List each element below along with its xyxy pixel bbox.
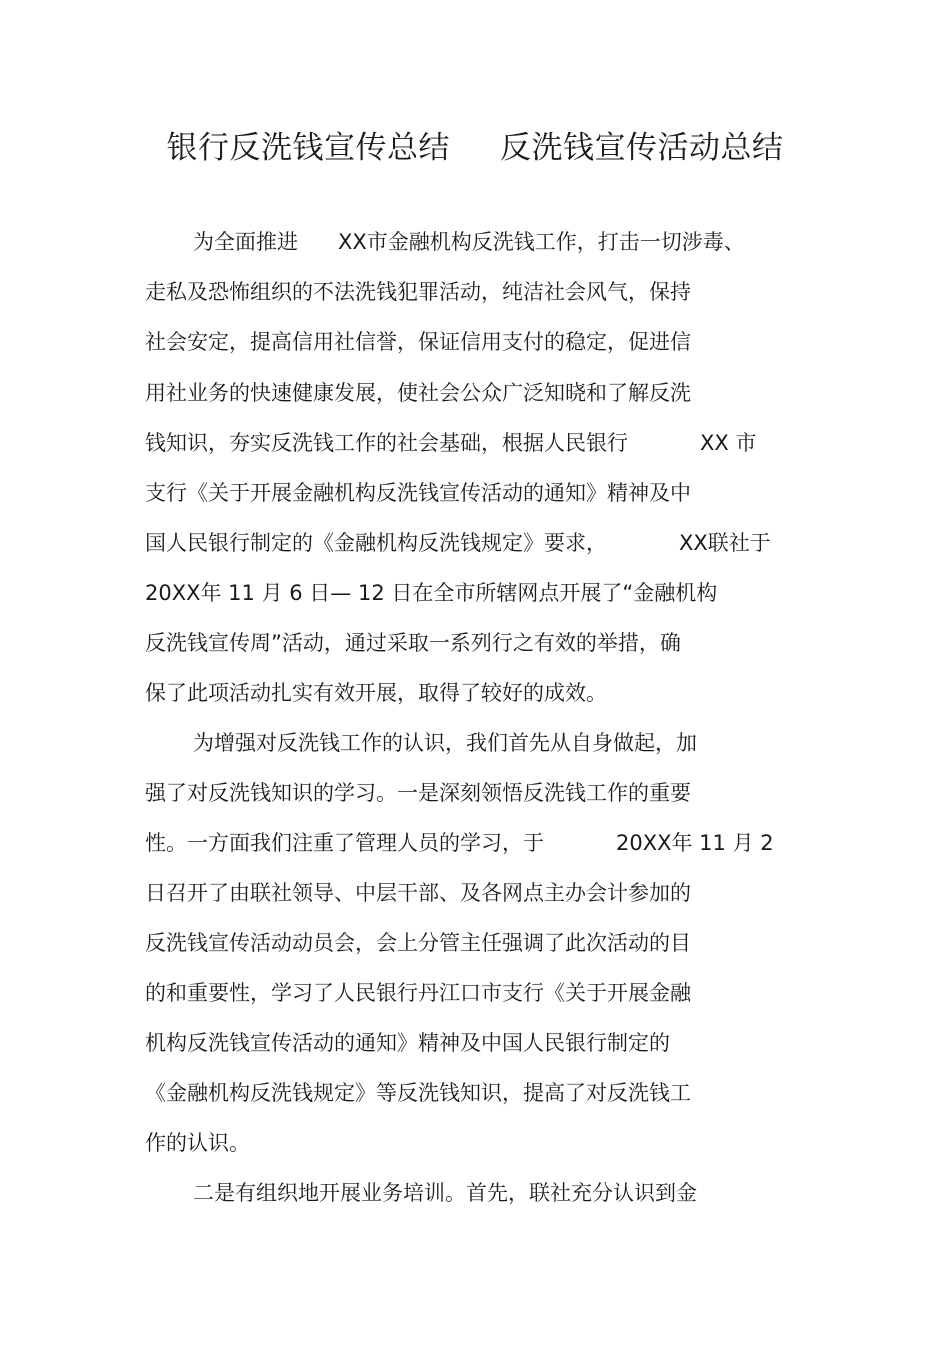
document-title [0,122,950,167]
paragraph-line [145,1130,250,1156]
line-segment: 保了此项活动扎实有效开展，取得了较好的成效。 [145,681,607,705]
paragraph-line [145,1030,670,1056]
line-segment: 性。一方面我们注重了管理人员的学习，于 [145,831,544,855]
line-segment: 为全面推进 [193,230,298,254]
paragraph-line [145,630,681,656]
line-segment: 反洗钱宣传活动动员会，会上分管主任强调了此次活动的目 [145,931,691,955]
line-segment: 走私及恐怖组织的不法洗钱犯罪活动，纯洁社会风气，保持 [145,280,691,304]
line-segment: 20XX年 11 月 2 [616,831,774,855]
line-segment: 社会安定，提高信用社信誉，保证信用支付的稳定，促进信 [145,330,691,354]
paragraph-line [145,430,756,456]
line-segment: 的和重要性，学习了人民银行丹江口市支行《关于开展金融 [145,981,691,1005]
line-segment: XX市金融机构反洗钱工作，打击一切涉毒、 [338,230,745,254]
line-segment: 20XX年 11 月 6 日— 12 日在全市所辖网点开展了“金融机构 [145,581,718,605]
line-segment: 反洗钱宣传周”活动，通过采取一系列行之有效的举措，确 [145,631,681,655]
line-segment: 机构反洗钱宣传活动的通知》精神及中国人民银行制定的 [145,1031,670,1055]
line-segment: 为增强对反洗钱工作的认识，我们首先从自身做起，加 [193,731,697,755]
line-segment: 国人民银行制定的《金融机构反洗钱规定》要求， [145,531,607,555]
title-part-1: 银行反洗钱宣传总结 [166,130,450,166]
paragraph-line [145,880,691,906]
paragraph-line [145,279,691,305]
paragraph-line [145,980,691,1006]
line-segment: 《金融机构反洗钱规定》等反洗钱知识，提高了对反洗钱工 [145,1081,691,1105]
paragraph-line [145,380,691,406]
paragraph-line [145,329,691,355]
line-segment: 强了对反洗钱知识的学习。一是深刻领悟反洗钱工作的重要 [145,781,691,805]
paragraph-line [145,930,691,956]
paragraph-line [145,530,771,556]
paragraph-line [193,1180,697,1206]
paragraph-line [193,229,745,255]
line-segment: XX联社于 [679,531,771,555]
line-segment: XX 市 [700,431,757,455]
title-part-2: 反洗钱宣传活动总结 [500,130,784,166]
paragraph-line [145,480,691,506]
line-segment: 作的认识。 [145,1131,250,1155]
line-segment: 用社业务的快速健康发展，使社会公众广泛知晓和了解反洗 [145,381,691,405]
paragraph-line [145,780,691,806]
paragraph-line [145,1080,691,1106]
paragraph-line [145,830,774,856]
paragraph-line [145,680,607,706]
line-segment: 支行《关于开展金融机构反洗钱宣传活动的通知》精神及中 [145,481,691,505]
line-segment: 二是有组织地开展业务培训。首先，联社充分认识到金 [193,1181,697,1205]
line-segment: 日召开了由联社领导、中层干部、及各网点主办会计参加的 [145,881,691,905]
line-segment: 钱知识，夯实反洗钱工作的社会基础，根据人民银行 [145,431,628,455]
paragraph-line [193,730,697,756]
paragraph-line [145,580,717,606]
